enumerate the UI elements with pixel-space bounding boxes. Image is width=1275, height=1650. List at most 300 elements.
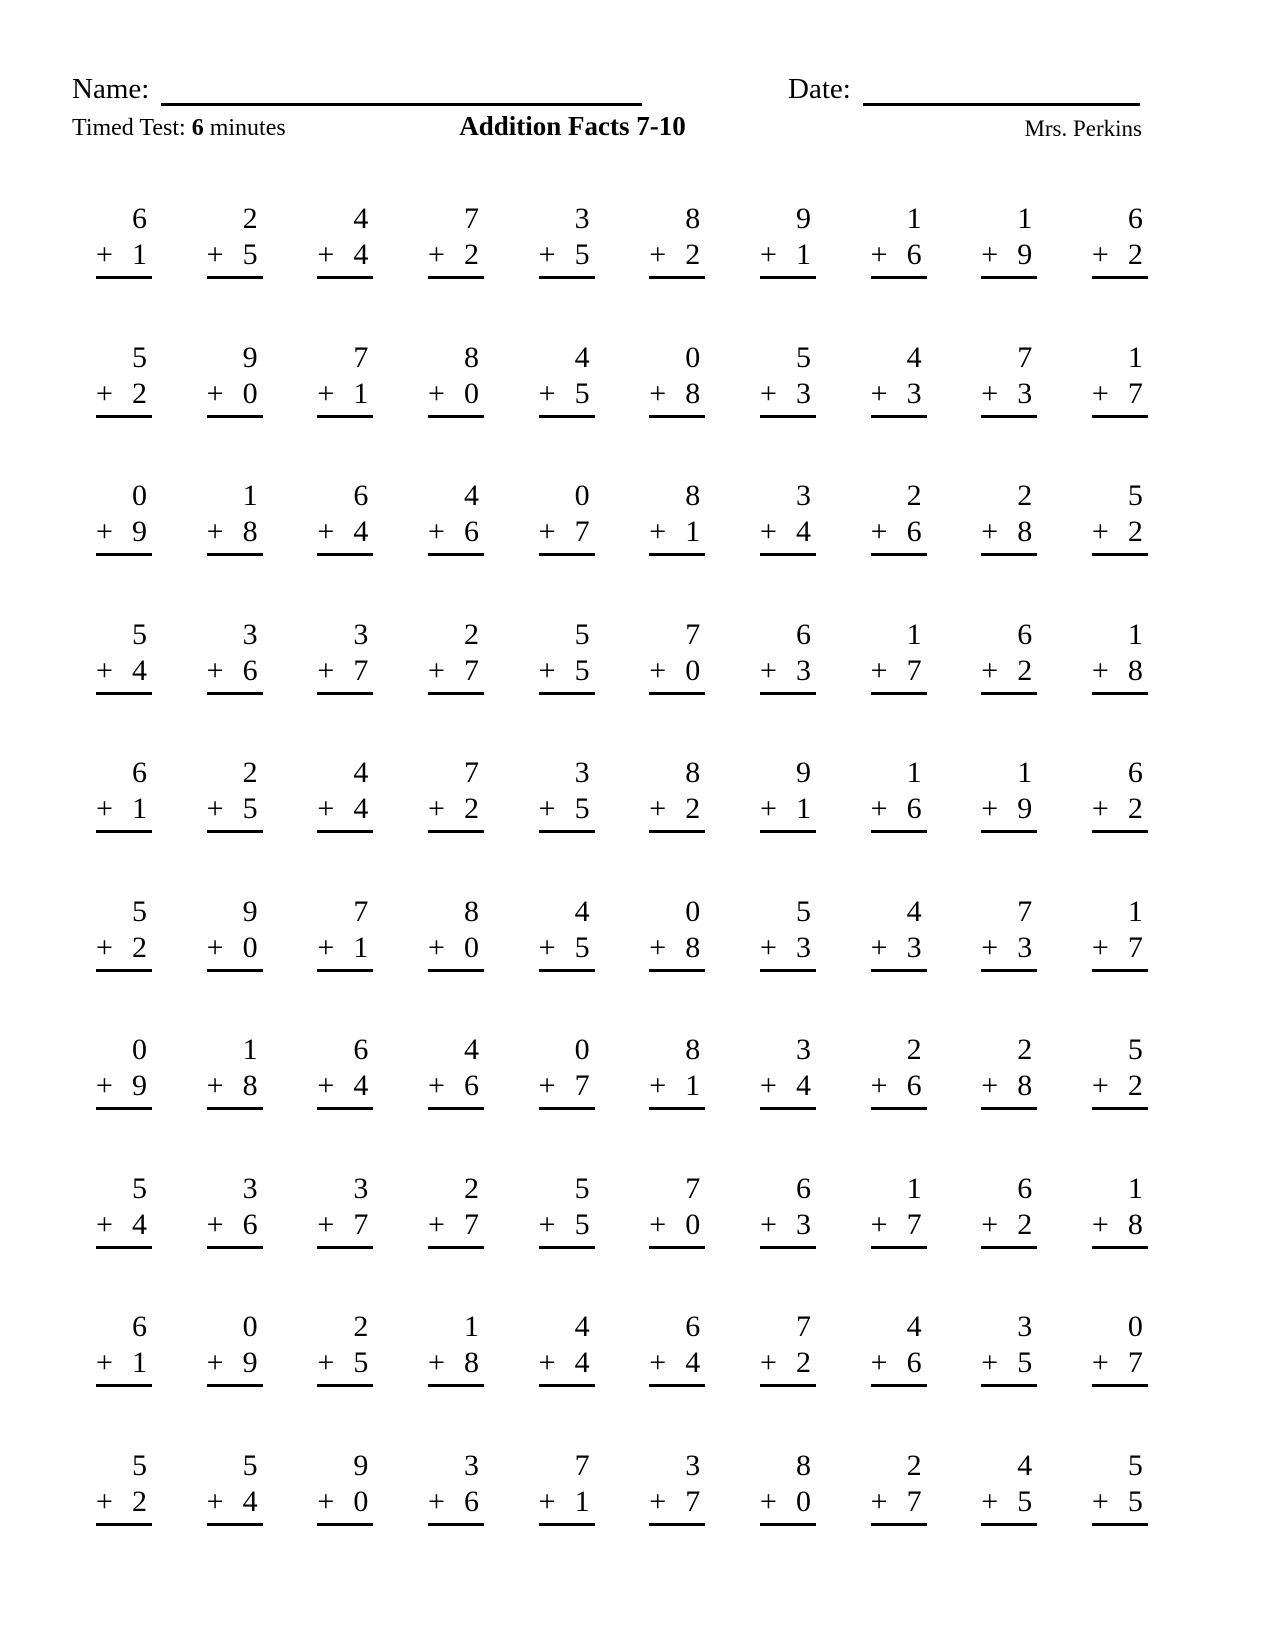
addition-problem — [317, 339, 373, 418]
bottom-operand-line — [96, 653, 152, 695]
top-operand: 0 — [132, 479, 147, 512]
bottom-operand-line — [760, 791, 816, 833]
timed-test-minutes: 6 — [191, 115, 204, 141]
bottom-operand: 0 — [463, 376, 479, 410]
plus-sign: + — [981, 238, 999, 271]
addition-problem — [871, 339, 927, 418]
addition-problem — [207, 477, 263, 556]
bottom-operand: 5 — [1017, 1346, 1033, 1379]
plus-sign: + — [981, 1484, 999, 1518]
bottom-operand-line — [539, 1068, 595, 1110]
plus-sign: + — [870, 930, 888, 964]
top-operand: 1 — [1017, 756, 1033, 789]
plus-sign: + — [317, 1484, 335, 1518]
bottom-operand-line — [649, 1068, 705, 1110]
bottom-operand: 6 — [463, 515, 479, 548]
addition-problem — [760, 1031, 816, 1110]
bottom-operand-line — [207, 930, 263, 972]
plus-sign: + — [317, 238, 335, 271]
addition-problem — [1092, 1031, 1148, 1110]
top-operand: 1 — [906, 1171, 922, 1205]
bottom-operand-line — [649, 1207, 705, 1249]
bottom-operand-line — [649, 1345, 705, 1387]
plus-sign: + — [1091, 792, 1109, 825]
bottom-operand-line — [649, 514, 705, 556]
plus-sign: + — [206, 1346, 224, 1379]
bottom-operand-line — [871, 514, 927, 556]
name-blank-line — [161, 76, 642, 106]
plus-sign: + — [317, 1207, 335, 1241]
top-operand: 8 — [463, 894, 479, 928]
top-operand: 5 — [242, 1448, 258, 1482]
bottom-operand-line — [96, 1484, 152, 1526]
addition-problem — [760, 754, 816, 833]
bottom-operand: 6 — [906, 515, 922, 548]
bottom-operand-line — [1092, 1207, 1148, 1249]
bottom-operand: 6 — [906, 238, 922, 271]
plus-sign: + — [649, 238, 667, 271]
problem-row — [96, 1308, 1148, 1447]
timed-test-prefix: Timed Test: — [72, 115, 186, 141]
top-operand: 7 — [1017, 340, 1033, 374]
bottom-operand: 1 — [795, 792, 811, 825]
bottom-operand-line — [428, 1484, 484, 1526]
plus-sign: + — [538, 1069, 556, 1102]
bottom-operand-line — [539, 376, 595, 418]
bottom-operand-line — [871, 376, 927, 418]
bottom-operand: 9 — [1017, 792, 1033, 825]
bottom-operand: 5 — [574, 376, 590, 410]
plus-sign: + — [538, 238, 556, 271]
top-operand: 0 — [242, 1310, 258, 1343]
bottom-operand: 4 — [132, 653, 147, 687]
bottom-operand-line — [649, 791, 705, 833]
top-operand: 4 — [574, 1310, 590, 1343]
plus-sign: + — [759, 930, 777, 964]
bottom-operand: 8 — [1017, 515, 1033, 548]
top-operand: 4 — [1017, 1448, 1033, 1482]
addition-problem — [649, 1031, 705, 1110]
top-operand: 5 — [1127, 1033, 1143, 1066]
bottom-operand: 1 — [685, 515, 701, 548]
bottom-operand: 6 — [242, 1207, 258, 1241]
bottom-operand: 3 — [1017, 930, 1033, 964]
plus-sign: + — [1091, 1346, 1109, 1379]
plus-sign: + — [96, 515, 113, 548]
bottom-operand-line — [428, 653, 484, 695]
plus-sign: + — [427, 376, 445, 410]
top-operand: 0 — [574, 1033, 590, 1066]
bottom-operand-line — [96, 237, 152, 279]
top-operand: 4 — [353, 756, 369, 789]
addition-problem — [317, 893, 373, 972]
bottom-operand: 4 — [795, 515, 811, 548]
bottom-operand: 7 — [353, 1207, 369, 1241]
bottom-operand: 2 — [795, 1346, 811, 1379]
top-operand: 4 — [353, 202, 369, 235]
addition-problem — [981, 1447, 1037, 1526]
top-operand: 7 — [353, 340, 369, 374]
addition-problem — [981, 893, 1037, 972]
bottom-operand-line — [317, 1068, 373, 1110]
plus-sign: + — [206, 515, 224, 548]
addition-problem — [649, 200, 705, 279]
addition-problem — [981, 1031, 1037, 1110]
addition-problem — [1092, 616, 1148, 695]
top-operand: 5 — [1127, 1448, 1143, 1482]
top-operand: 6 — [132, 1310, 147, 1343]
addition-problem — [539, 1031, 595, 1110]
addition-problem — [760, 1170, 816, 1249]
top-operand: 1 — [906, 202, 922, 235]
addition-problem — [317, 200, 373, 279]
plus-sign: + — [870, 653, 888, 687]
plus-sign: + — [206, 376, 224, 410]
bottom-operand: 7 — [1127, 1346, 1143, 1379]
top-operand: 7 — [463, 202, 479, 235]
addition-problem — [871, 1031, 927, 1110]
plus-sign: + — [649, 653, 667, 687]
addition-problem — [539, 754, 595, 833]
bottom-operand-line — [981, 791, 1037, 833]
bottom-operand: 7 — [906, 1207, 922, 1241]
bottom-operand-line — [428, 1345, 484, 1387]
top-operand: 1 — [1127, 1171, 1143, 1205]
top-operand: 6 — [132, 756, 147, 789]
bottom-operand-line — [871, 1207, 927, 1249]
top-operand: 7 — [353, 894, 369, 928]
bottom-operand: 4 — [353, 515, 369, 548]
addition-problem — [871, 477, 927, 556]
plus-sign: + — [427, 1207, 445, 1241]
bottom-operand-line — [428, 791, 484, 833]
top-operand: 2 — [906, 479, 922, 512]
addition-problem — [1092, 754, 1148, 833]
bottom-operand-line — [760, 237, 816, 279]
addition-problem — [1092, 893, 1148, 972]
addition-problem — [1092, 339, 1148, 418]
top-operand: 5 — [132, 617, 147, 651]
top-operand: 3 — [574, 202, 590, 235]
bottom-operand-line — [760, 1345, 816, 1387]
plus-sign: + — [317, 515, 335, 548]
bottom-operand: 6 — [906, 1069, 922, 1102]
addition-problem — [96, 616, 152, 695]
bottom-operand: 3 — [795, 376, 811, 410]
bottom-operand-line — [760, 653, 816, 695]
bottom-operand-line — [760, 930, 816, 972]
plus-sign: + — [427, 792, 445, 825]
plus-sign: + — [981, 376, 999, 410]
addition-problem — [649, 616, 705, 695]
bottom-operand-line — [760, 1484, 816, 1526]
plus-sign: + — [759, 515, 777, 548]
top-operand: 3 — [685, 1448, 701, 1482]
addition-problem — [539, 477, 595, 556]
bottom-operand: 0 — [463, 930, 479, 964]
top-operand: 1 — [906, 756, 922, 789]
top-operand: 5 — [795, 894, 811, 928]
addition-problem — [981, 477, 1037, 556]
bottom-operand: 5 — [1017, 1484, 1033, 1518]
top-operand: 5 — [132, 1448, 147, 1482]
plus-sign: + — [759, 1346, 777, 1379]
bottom-operand: 4 — [353, 792, 369, 825]
bottom-operand: 8 — [1127, 1207, 1143, 1241]
plus-sign: + — [427, 1069, 445, 1102]
top-operand: 8 — [685, 479, 701, 512]
plus-sign: + — [981, 792, 999, 825]
top-operand: 0 — [685, 894, 701, 928]
bottom-operand-line — [981, 514, 1037, 556]
bottom-operand: 2 — [1127, 1069, 1143, 1102]
addition-problem — [96, 200, 152, 279]
bottom-operand-line — [871, 930, 927, 972]
bottom-operand-line — [981, 376, 1037, 418]
plus-sign: + — [870, 1207, 888, 1241]
bottom-operand: 2 — [1017, 1207, 1033, 1241]
bottom-operand: 8 — [242, 515, 258, 548]
bottom-operand-line — [207, 514, 263, 556]
name-label: Name: — [72, 73, 150, 105]
bottom-operand-line — [317, 237, 373, 279]
bottom-operand: 0 — [242, 376, 258, 410]
top-operand: 5 — [132, 1171, 147, 1205]
bottom-operand-line — [1092, 930, 1148, 972]
bottom-operand-line — [428, 514, 484, 556]
top-operand: 9 — [242, 894, 258, 928]
plus-sign: + — [206, 238, 224, 271]
bottom-operand-line — [539, 514, 595, 556]
problem-row — [96, 616, 1148, 755]
addition-problem — [760, 893, 816, 972]
bottom-operand-line — [981, 653, 1037, 695]
top-operand: 5 — [132, 340, 147, 374]
plus-sign: + — [206, 930, 224, 964]
addition-problem — [981, 1170, 1037, 1249]
top-operand: 6 — [795, 1171, 811, 1205]
problem-row — [96, 893, 1148, 1032]
bottom-operand-line — [760, 514, 816, 556]
bottom-operand-line — [96, 1345, 152, 1387]
problem-row — [96, 1031, 1148, 1170]
bottom-operand: 7 — [463, 653, 479, 687]
addition-problem — [1092, 200, 1148, 279]
top-operand: 1 — [463, 1310, 479, 1343]
bottom-operand: 9 — [132, 1069, 147, 1102]
plus-sign: + — [96, 653, 113, 687]
bottom-operand: 4 — [353, 1069, 369, 1102]
top-operand: 3 — [353, 1171, 369, 1205]
bottom-operand-line — [871, 1484, 927, 1526]
addition-problem — [1092, 1170, 1148, 1249]
problem-row — [96, 200, 1148, 339]
addition-problem — [649, 1447, 705, 1526]
plus-sign: + — [427, 653, 445, 687]
plus-sign: + — [427, 1346, 445, 1379]
bottom-operand: 1 — [574, 1484, 590, 1518]
bottom-operand: 8 — [242, 1069, 258, 1102]
problem-row — [96, 1447, 1148, 1586]
plus-sign: + — [1091, 376, 1109, 410]
plus-sign: + — [96, 376, 113, 410]
bottom-operand: 5 — [574, 238, 590, 271]
top-operand: 0 — [132, 1033, 147, 1066]
addition-problem — [207, 339, 263, 418]
plus-sign: + — [981, 1069, 999, 1102]
plus-sign: + — [870, 238, 888, 271]
top-operand: 2 — [463, 617, 479, 651]
bottom-operand: 6 — [242, 653, 258, 687]
date-label: Date: — [788, 73, 851, 105]
top-operand: 4 — [463, 1033, 479, 1066]
bottom-operand-line — [539, 237, 595, 279]
plus-sign: + — [206, 792, 224, 825]
top-operand: 4 — [906, 894, 922, 928]
plus-sign: + — [1091, 653, 1109, 687]
addition-problem — [96, 1170, 152, 1249]
top-operand: 5 — [795, 340, 811, 374]
addition-problem — [428, 339, 484, 418]
bottom-operand: 2 — [132, 930, 147, 964]
bottom-operand: 9 — [242, 1346, 258, 1379]
top-operand: 5 — [1127, 479, 1143, 512]
plus-sign: + — [759, 376, 777, 410]
top-operand: 4 — [906, 340, 922, 374]
bottom-operand-line — [428, 930, 484, 972]
addition-problem — [317, 754, 373, 833]
plus-sign: + — [317, 930, 335, 964]
plus-sign: + — [317, 792, 335, 825]
problem-row — [96, 477, 1148, 616]
bottom-operand-line — [981, 1068, 1037, 1110]
bottom-operand-line — [317, 1484, 373, 1526]
bottom-operand: 5 — [1127, 1484, 1143, 1518]
bottom-operand-line — [1092, 237, 1148, 279]
addition-problem — [649, 339, 705, 418]
top-operand: 4 — [574, 894, 590, 928]
bottom-operand-line — [871, 1345, 927, 1387]
addition-problem — [539, 893, 595, 972]
bottom-operand-line — [207, 1207, 263, 1249]
top-operand: 8 — [795, 1448, 811, 1482]
plus-sign: + — [96, 792, 113, 825]
addition-problem — [871, 1308, 927, 1387]
top-operand: 7 — [1017, 894, 1033, 928]
top-operand: 7 — [795, 1310, 811, 1343]
top-operand: 2 — [353, 1310, 369, 1343]
addition-problem — [96, 893, 152, 972]
bottom-operand-line — [1092, 1345, 1148, 1387]
bottom-operand-line — [981, 1345, 1037, 1387]
plus-sign: + — [538, 1207, 556, 1241]
top-operand: 8 — [463, 340, 479, 374]
bottom-operand-line — [649, 653, 705, 695]
bottom-operand: 0 — [242, 930, 258, 964]
top-operand: 8 — [685, 756, 701, 789]
addition-problem — [1092, 477, 1148, 556]
plus-sign: + — [427, 1484, 445, 1518]
addition-problem — [649, 477, 705, 556]
addition-problem — [981, 200, 1037, 279]
addition-problem — [539, 1447, 595, 1526]
plus-sign: + — [427, 515, 445, 548]
addition-problem — [207, 1031, 263, 1110]
bottom-operand-line — [871, 653, 927, 695]
addition-problem — [96, 477, 152, 556]
addition-problem — [428, 477, 484, 556]
plus-sign: + — [206, 1484, 224, 1518]
bottom-operand-line — [1092, 791, 1148, 833]
problems-grid — [96, 200, 1148, 1585]
plus-sign: + — [96, 1484, 113, 1518]
bottom-operand-line — [539, 930, 595, 972]
bottom-operand: 4 — [242, 1484, 258, 1518]
bottom-operand: 3 — [906, 930, 922, 964]
addition-problem — [871, 200, 927, 279]
top-operand: 3 — [463, 1448, 479, 1482]
top-operand: 2 — [906, 1033, 922, 1066]
bottom-operand-line — [317, 514, 373, 556]
bottom-operand-line — [760, 1068, 816, 1110]
top-operand: 1 — [242, 479, 258, 512]
top-operand: 0 — [1127, 1310, 1143, 1343]
bottom-operand-line — [96, 1068, 152, 1110]
addition-problem — [649, 754, 705, 833]
bottom-operand-line — [1092, 1484, 1148, 1526]
bottom-operand-line — [871, 237, 927, 279]
top-operand: 3 — [795, 479, 811, 512]
addition-problem — [649, 1308, 705, 1387]
addition-problem — [96, 754, 152, 833]
plus-sign: + — [538, 1346, 556, 1379]
top-operand: 9 — [353, 1448, 369, 1482]
plus-sign: + — [870, 376, 888, 410]
addition-problem — [428, 893, 484, 972]
addition-problem — [539, 200, 595, 279]
plus-sign: + — [96, 1069, 113, 1102]
top-operand: 1 — [1127, 617, 1143, 651]
bottom-operand: 6 — [463, 1069, 479, 1102]
plus-sign: + — [981, 515, 999, 548]
bottom-operand: 4 — [574, 1346, 590, 1379]
plus-sign: + — [1091, 1484, 1109, 1518]
bottom-operand: 3 — [795, 1207, 811, 1241]
plus-sign: + — [538, 1484, 556, 1518]
addition-problem — [981, 616, 1037, 695]
bottom-operand: 2 — [463, 792, 479, 825]
bottom-operand-line — [428, 376, 484, 418]
addition-problem — [96, 339, 152, 418]
bottom-operand-line — [649, 376, 705, 418]
addition-problem — [207, 1447, 263, 1526]
bottom-operand: 1 — [132, 792, 147, 825]
addition-problem — [649, 893, 705, 972]
top-operand: 6 — [1127, 756, 1143, 789]
bottom-operand: 1 — [685, 1069, 701, 1102]
top-operand: 7 — [463, 756, 479, 789]
top-operand: 2 — [242, 202, 258, 235]
addition-problem — [981, 339, 1037, 418]
plus-sign: + — [981, 653, 999, 687]
bottom-operand: 1 — [132, 238, 147, 271]
top-operand: 5 — [574, 1171, 590, 1205]
top-operand: 2 — [242, 756, 258, 789]
addition-problem — [428, 1308, 484, 1387]
addition-problem — [760, 200, 816, 279]
plus-sign: + — [1091, 1207, 1109, 1241]
bottom-operand: 8 — [685, 376, 701, 410]
